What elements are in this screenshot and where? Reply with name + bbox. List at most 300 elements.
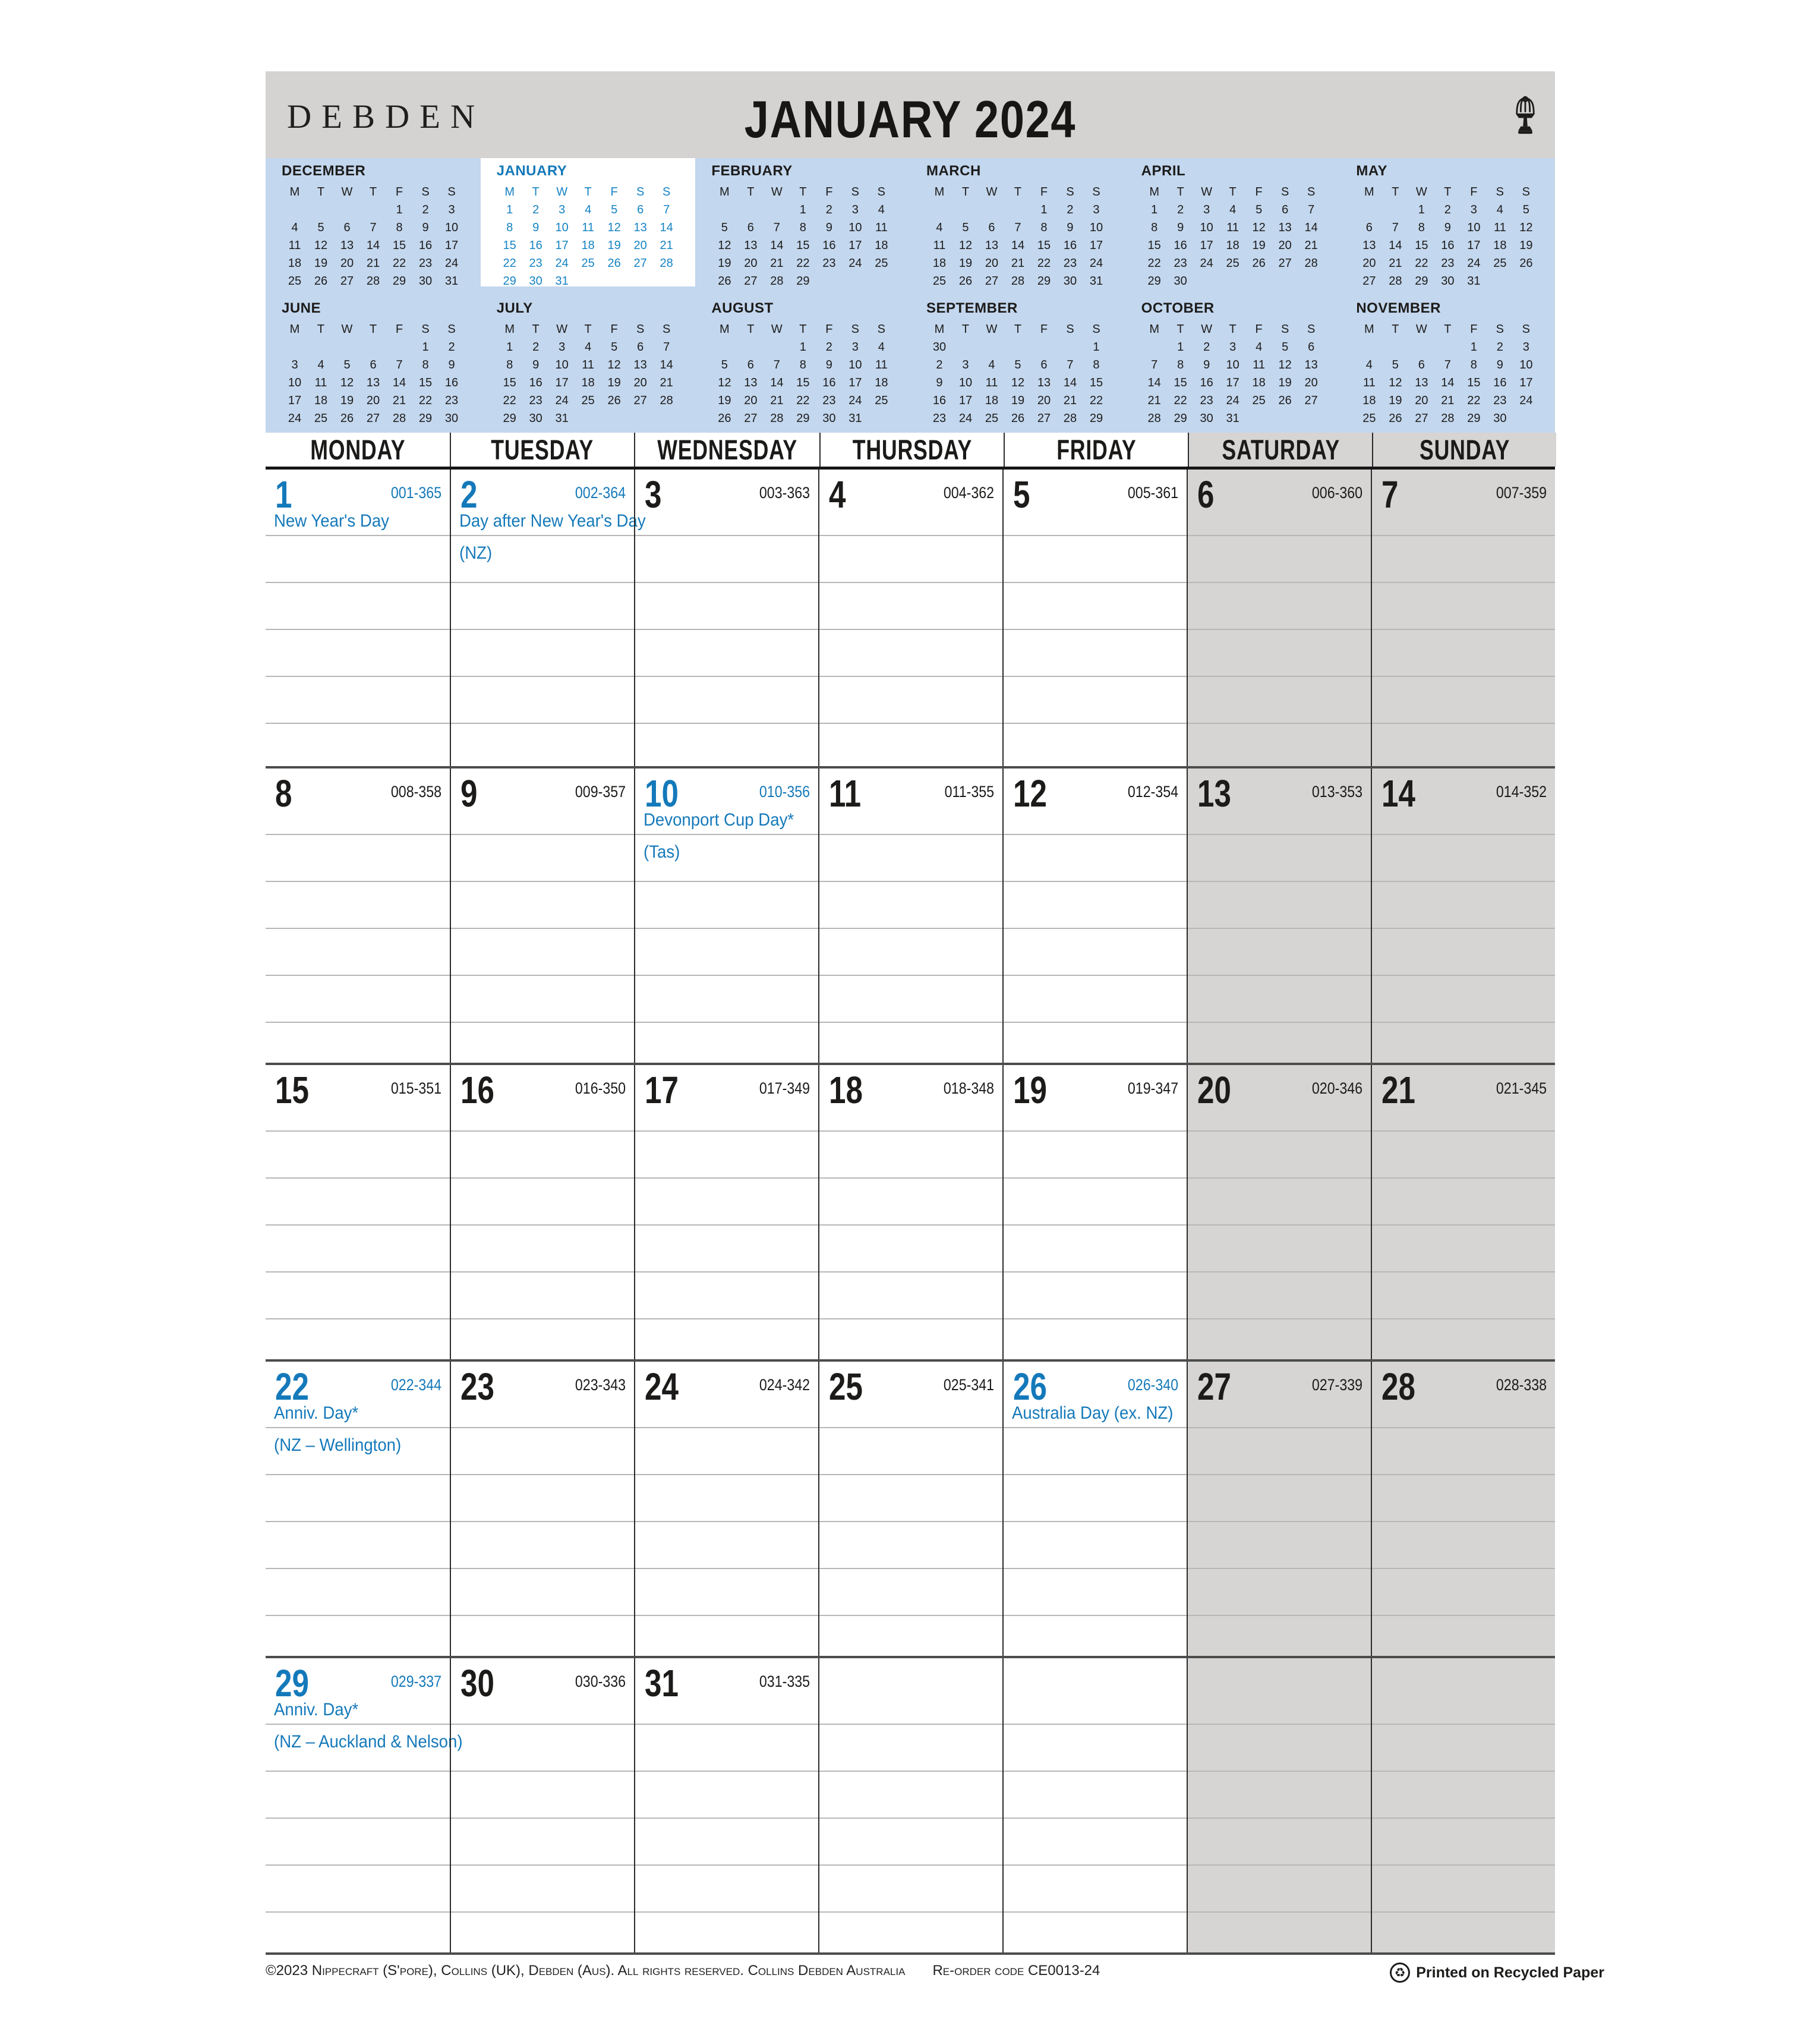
minical-day xyxy=(979,201,1005,219)
minical-day: 24 xyxy=(444,257,459,270)
minical-day: 20 xyxy=(340,257,354,270)
ruled-line xyxy=(451,928,634,929)
ruled-line xyxy=(635,1771,818,1772)
day-of-year-code: 008-358 xyxy=(390,783,441,801)
minical-day: 5 xyxy=(1282,341,1289,354)
weekday-letter: T xyxy=(1014,185,1022,199)
minical-day: 23 xyxy=(822,394,836,407)
mini-calendar-december xyxy=(266,158,481,295)
minical-day: 1 xyxy=(1470,341,1477,354)
ruled-line xyxy=(266,1022,450,1023)
weekday-letter: W xyxy=(986,323,998,336)
day-cell xyxy=(1002,768,1187,1063)
day-cell xyxy=(818,1362,1002,1656)
minical-day: 16 xyxy=(1493,376,1507,389)
ruled-line xyxy=(635,928,818,929)
minical-day: 10 xyxy=(1226,358,1239,371)
ruled-line xyxy=(819,582,1002,583)
minical-week-row xyxy=(1141,338,1340,356)
minical-day xyxy=(1298,410,1324,427)
minical-day: 17 xyxy=(849,239,862,252)
day-cell xyxy=(1187,470,1371,766)
minical-day: 19 xyxy=(1252,239,1266,252)
minical-day: 4 xyxy=(317,358,324,371)
day-number: 25 xyxy=(829,1365,863,1408)
minical-day: 25 xyxy=(581,394,595,407)
ruled-line xyxy=(635,1224,818,1226)
minical-day: 16 xyxy=(444,376,459,389)
minical-day: 21 xyxy=(1389,257,1402,270)
minical-day: 9 xyxy=(1067,221,1074,234)
minical-day: 11 xyxy=(582,221,595,234)
weekday-letter: M xyxy=(504,323,515,336)
day-header-label: TUESDAY xyxy=(491,434,594,465)
weekday-letter: T xyxy=(1392,323,1399,336)
minical-day: 6 xyxy=(988,221,995,234)
footer-right xyxy=(1390,1963,1604,1983)
minical-day: 25 xyxy=(1493,257,1507,270)
ruled-line xyxy=(266,1474,450,1475)
minical-day: 30 xyxy=(444,412,459,425)
minical-day: 4 xyxy=(1365,358,1373,371)
minical-day xyxy=(654,272,680,290)
minical-day: 17 xyxy=(1467,239,1481,252)
day-of-year-code: 021-345 xyxy=(1496,1079,1547,1097)
minical-day: 6 xyxy=(1040,358,1048,371)
ruled-line xyxy=(266,723,450,724)
minical-day: 22 xyxy=(1415,257,1428,270)
minical-day: 21 xyxy=(392,394,406,407)
mini-calendar-may xyxy=(1340,158,1555,295)
minical-day: 5 xyxy=(1522,203,1529,216)
weekday-letter: S xyxy=(877,185,885,199)
minical-day xyxy=(842,272,868,290)
minical-day xyxy=(1298,272,1324,290)
minical-day xyxy=(1220,272,1246,290)
weekday-letter: M xyxy=(1149,185,1159,199)
ruled-line xyxy=(266,676,450,677)
minical-day: 29 xyxy=(1174,412,1187,425)
ruled-line xyxy=(1188,1224,1371,1226)
ruled-line xyxy=(819,1724,1002,1725)
minical-week-row xyxy=(1141,356,1340,374)
ruled-line xyxy=(819,1864,1002,1866)
minical-day: 2 xyxy=(532,203,540,216)
willow-tree-logo-icon xyxy=(1511,94,1540,138)
minical-day: 25 xyxy=(581,257,595,270)
weekday-letter: T xyxy=(747,323,755,336)
holiday-label: Australia Day (ex. NZ) xyxy=(1012,1403,1174,1423)
minical-day xyxy=(737,201,764,219)
weekday-letter: S xyxy=(662,323,671,336)
minical-day: 15 xyxy=(503,376,516,389)
ruled-line xyxy=(635,1271,818,1272)
minical-day: 6 xyxy=(1282,203,1289,216)
ruled-line xyxy=(1188,928,1371,929)
minical-day: 5 xyxy=(611,203,618,216)
minical-day xyxy=(1356,201,1382,219)
ruled-line xyxy=(1188,1474,1371,1475)
minical-day: 22 xyxy=(796,394,810,407)
day-number: 13 xyxy=(1197,772,1231,815)
minical-day xyxy=(1356,338,1382,356)
ruled-line xyxy=(1372,582,1555,583)
week-row xyxy=(266,1359,1555,1656)
minical-day: 24 xyxy=(555,257,569,270)
minical-day: 4 xyxy=(1256,341,1263,354)
minical-day: 16 xyxy=(822,376,836,389)
minical-day: 18 xyxy=(581,239,595,252)
minical-week-row xyxy=(282,374,481,392)
minical-day: 10 xyxy=(849,221,862,234)
minical-day: 20 xyxy=(1415,394,1428,407)
minical-weekday-row xyxy=(1356,183,1555,201)
minical-week-row xyxy=(282,254,481,272)
ruled-line xyxy=(451,1771,634,1772)
ruled-line xyxy=(819,881,1002,882)
weekday-letter: S xyxy=(421,323,430,336)
weekday-letter: S xyxy=(1066,323,1074,336)
minical-day xyxy=(575,410,601,427)
ruled-line xyxy=(266,1771,450,1772)
weekday-letter: W xyxy=(1415,185,1427,199)
ruled-line xyxy=(1004,1864,1187,1866)
minical-day: 29 xyxy=(418,412,433,425)
copyright-text: ©2023 Nippecraft (S'pore), Collins (UK), Debden (Aus). All rights reserved. Collins Debden Australia xyxy=(266,1963,906,1979)
day-header-tuesday xyxy=(450,433,634,467)
minical-weekday-row xyxy=(1141,183,1340,201)
minical-day: 12 xyxy=(314,239,328,252)
minical-month-title: FEBRUARY xyxy=(711,163,793,179)
ruled-line xyxy=(819,834,1002,835)
ruled-line xyxy=(1188,881,1371,882)
minical-day: 11 xyxy=(933,239,946,252)
minical-day: 23 xyxy=(529,257,542,270)
mini-calendar-april xyxy=(1125,158,1340,295)
ruled-line xyxy=(266,834,450,835)
minical-day: 25 xyxy=(875,394,888,407)
weekday-letter: S xyxy=(1307,323,1316,336)
minical-day: 17 xyxy=(555,376,569,389)
minical-week-row xyxy=(926,392,1125,410)
minical-day: 15 xyxy=(1089,376,1103,389)
minical-day: 14 xyxy=(392,376,406,389)
weekday-letter: F xyxy=(610,323,618,336)
minical-day: 2 xyxy=(936,358,943,371)
holiday-label: (Tas) xyxy=(644,842,680,862)
ruled-line xyxy=(819,1224,1002,1226)
minical-day: 19 xyxy=(314,257,328,270)
ruled-line xyxy=(1004,1911,1187,1913)
minical-month-title: DECEMBER xyxy=(282,163,366,179)
minical-day: 10 xyxy=(1467,221,1481,234)
weekday-letter: T xyxy=(317,185,325,199)
minical-day: 18 xyxy=(1362,394,1376,407)
minical-day: 24 xyxy=(1200,257,1213,270)
minical-week-row xyxy=(926,356,1125,374)
ruled-line xyxy=(451,1615,634,1616)
main-month-grid xyxy=(266,433,1555,1955)
minical-day: 27 xyxy=(633,394,647,407)
weekday-letter: M xyxy=(1149,323,1159,336)
weekday-letter: W xyxy=(771,185,783,199)
ruled-line xyxy=(1004,1130,1187,1132)
minical-week-row xyxy=(1141,374,1340,392)
minical-week-row xyxy=(1141,201,1340,219)
minical-week-row xyxy=(711,410,910,427)
ruled-line xyxy=(1372,1818,1555,1819)
ruled-line xyxy=(266,1818,450,1819)
day-cell xyxy=(818,768,1002,1063)
ruled-line xyxy=(451,1130,634,1132)
minical-weekday-row xyxy=(1141,320,1340,338)
minical-day: 28 xyxy=(392,412,406,425)
minical-week-row xyxy=(1141,392,1340,410)
day-cell xyxy=(266,1658,463,1952)
minical-day xyxy=(308,201,334,219)
ruled-line xyxy=(266,1568,450,1569)
ruled-line xyxy=(451,1271,634,1272)
minical-day: 6 xyxy=(637,203,644,216)
ruled-line xyxy=(635,1521,818,1522)
minical-day: 9 xyxy=(1496,358,1503,371)
minical-day: 3 xyxy=(559,203,566,216)
day-header-label: FRIDAY xyxy=(1056,434,1137,465)
minical-day xyxy=(952,201,979,219)
minical-weekday-row xyxy=(926,183,1125,201)
minical-month-title: NOVEMBER xyxy=(1356,300,1442,316)
minical-day: 28 xyxy=(770,275,784,288)
weekday-letter: T xyxy=(1229,323,1237,336)
minical-week-row xyxy=(497,272,696,290)
minical-day: 6 xyxy=(747,221,754,234)
minical-day xyxy=(711,201,737,219)
minical-day: 22 xyxy=(1174,394,1187,407)
ruled-line xyxy=(635,1022,818,1023)
minical-month-title: JUNE xyxy=(282,300,321,316)
ruled-line xyxy=(451,1224,634,1226)
day-cell xyxy=(1371,1658,1555,1952)
ruled-line xyxy=(1188,975,1371,976)
ruled-line xyxy=(451,1318,634,1319)
minical-day: 13 xyxy=(366,376,380,389)
minical-day: 10 xyxy=(555,358,569,371)
minical-day: 30 xyxy=(822,412,836,425)
day-number: 20 xyxy=(1197,1069,1231,1111)
ruled-line xyxy=(266,1177,450,1179)
minical-day: 12 xyxy=(607,358,621,371)
minical-day xyxy=(1487,272,1513,290)
day-of-year-code: 013-353 xyxy=(1311,783,1362,801)
minical-day: 21 xyxy=(1304,239,1318,252)
day-of-year-code: 010-356 xyxy=(759,783,810,801)
minical-day: 30 xyxy=(1441,275,1455,288)
day-number: 8 xyxy=(275,772,292,815)
minical-day: 21 xyxy=(1011,257,1025,270)
minical-day: 23 xyxy=(444,394,459,407)
minical-day: 21 xyxy=(1441,394,1455,407)
minical-day xyxy=(334,338,360,356)
minical-day: 5 xyxy=(1392,358,1399,371)
minical-day: 10 xyxy=(958,376,973,389)
weekday-letter: S xyxy=(662,185,671,199)
ruled-line xyxy=(635,676,818,677)
minical-day: 29 xyxy=(1415,275,1428,288)
day-of-year-code: 018-348 xyxy=(943,1079,994,1097)
minical-day xyxy=(737,338,764,356)
weekday-letter: S xyxy=(1066,185,1074,199)
minical-day: 23 xyxy=(529,394,542,407)
minical-day: 10 xyxy=(444,221,459,234)
minical-day: 27 xyxy=(1037,412,1051,425)
minical-day: 17 xyxy=(1200,239,1213,252)
minical-day: 23 xyxy=(1200,394,1213,407)
minical-day: 21 xyxy=(1147,394,1161,407)
minical-week-row xyxy=(711,219,910,237)
minical-weekday-row xyxy=(711,320,910,338)
minical-week-row xyxy=(282,338,481,356)
minical-week-row xyxy=(711,392,910,410)
weekday-letter: S xyxy=(1280,323,1289,336)
minical-day xyxy=(334,201,360,219)
minical-day: 18 xyxy=(1493,239,1507,252)
minical-week-row xyxy=(282,201,481,219)
minical-week-row xyxy=(1141,219,1340,237)
weekday-letter: T xyxy=(584,185,592,199)
minical-day: 8 xyxy=(1177,358,1184,371)
minical-day: 12 xyxy=(958,239,973,252)
day-header-label: MONDAY xyxy=(310,434,406,465)
minical-day: 17 xyxy=(555,239,569,252)
minical-day: 6 xyxy=(370,358,377,371)
minical-day xyxy=(1005,201,1031,219)
day-cell xyxy=(450,1658,634,1952)
minical-day xyxy=(386,338,412,356)
minical-day: 27 xyxy=(340,275,354,288)
minical-day: 17 xyxy=(1089,239,1103,252)
minical-day: 3 xyxy=(1093,203,1100,216)
weekday-letter: W xyxy=(1415,323,1427,336)
minical-day: 18 xyxy=(288,257,302,270)
day-cell xyxy=(1371,1065,1555,1359)
minical-weekday-row xyxy=(1356,320,1555,338)
ruled-line xyxy=(635,1318,818,1319)
minical-day: 1 xyxy=(1151,203,1158,216)
minical-day: 29 xyxy=(796,275,810,288)
minical-day: 7 xyxy=(1308,203,1315,216)
day-cell xyxy=(634,1658,818,1952)
ruled-line xyxy=(1188,1771,1371,1772)
day-cell xyxy=(634,1065,818,1359)
minical-day: 4 xyxy=(585,203,592,216)
weekday-letter: S xyxy=(877,323,885,336)
day-of-year-code: 002-364 xyxy=(575,484,626,502)
minical-day: 30 xyxy=(418,275,433,288)
minical-day: 20 xyxy=(633,239,647,252)
ruled-line xyxy=(635,1568,818,1569)
minical-day: 24 xyxy=(1467,257,1481,270)
minical-day: 3 xyxy=(851,341,859,354)
day-number: 3 xyxy=(645,473,662,516)
ruled-line xyxy=(1188,629,1371,630)
weekday-letter: T xyxy=(369,323,377,336)
weekday-letter: M xyxy=(289,185,300,199)
minical-day: 27 xyxy=(1304,394,1318,407)
ruled-line xyxy=(451,881,634,882)
minical-day: 19 xyxy=(1278,376,1292,389)
minical-week-row xyxy=(1356,219,1555,237)
minical-week-row xyxy=(497,254,696,272)
minical-day: 22 xyxy=(796,257,810,270)
day-of-year-code: 001-365 xyxy=(390,484,441,502)
week-row xyxy=(266,1656,1555,1952)
mini-calendar-january xyxy=(481,158,696,295)
ruled-line xyxy=(635,1724,818,1725)
minical-day: 7 xyxy=(663,203,670,216)
weekday-letter: T xyxy=(1014,323,1022,336)
minical-day: 20 xyxy=(985,257,999,270)
minical-day: 10 xyxy=(849,358,862,371)
minical-day: 28 xyxy=(1304,257,1318,270)
holiday-label: Anniv. Day* xyxy=(274,1700,359,1719)
ruled-line xyxy=(819,975,1002,976)
ruled-line xyxy=(819,723,1002,724)
minical-day: 30 xyxy=(529,275,542,288)
minical-day xyxy=(1382,338,1408,356)
day-of-year-code: 017-349 xyxy=(759,1079,810,1097)
weekday-letter: F xyxy=(825,185,833,199)
recycle-icon: ♻ xyxy=(1390,1963,1410,1983)
minical-day xyxy=(360,338,386,356)
minical-day: 25 xyxy=(1252,394,1266,407)
minical-day: 21 xyxy=(660,376,673,389)
day-header-friday xyxy=(1004,433,1188,467)
minical-day: 19 xyxy=(340,394,354,407)
minical-day: 27 xyxy=(985,275,999,288)
ruled-line xyxy=(1188,1521,1371,1522)
minical-day: 7 xyxy=(1444,358,1451,371)
minical-week-row xyxy=(926,219,1125,237)
minical-day: 5 xyxy=(343,358,351,371)
minical-day: 8 xyxy=(506,358,513,371)
day-header-label: SUNDAY xyxy=(1420,434,1510,465)
weekday-letter: T xyxy=(532,185,540,199)
ruled-line xyxy=(1372,723,1555,724)
minical-day: 28 xyxy=(1147,412,1161,425)
minical-day: 31 xyxy=(555,275,569,288)
minical-day: 30 xyxy=(932,341,947,354)
day-of-year-code: 009-357 xyxy=(575,783,626,801)
minical-day: 21 xyxy=(366,257,380,270)
minical-day xyxy=(764,201,790,219)
ruled-line xyxy=(819,676,1002,677)
minical-day: 28 xyxy=(1389,275,1402,288)
weekday-letter: F xyxy=(395,185,403,199)
minical-day: 29 xyxy=(392,275,406,288)
minical-day: 13 xyxy=(744,239,758,252)
minical-day: 9 xyxy=(936,376,943,389)
minical-day: 23 xyxy=(1063,257,1077,270)
weekday-letter: F xyxy=(1470,185,1478,199)
minical-day: 15 xyxy=(1037,239,1051,252)
ruled-line xyxy=(1372,676,1555,677)
minical-day: 29 xyxy=(1467,412,1481,425)
minical-day: 22 xyxy=(1089,394,1103,407)
mini-calendar-june xyxy=(266,295,481,433)
ruled-line xyxy=(1372,1318,1555,1319)
day-cell xyxy=(450,1362,634,1656)
minical-week-row xyxy=(282,272,481,290)
